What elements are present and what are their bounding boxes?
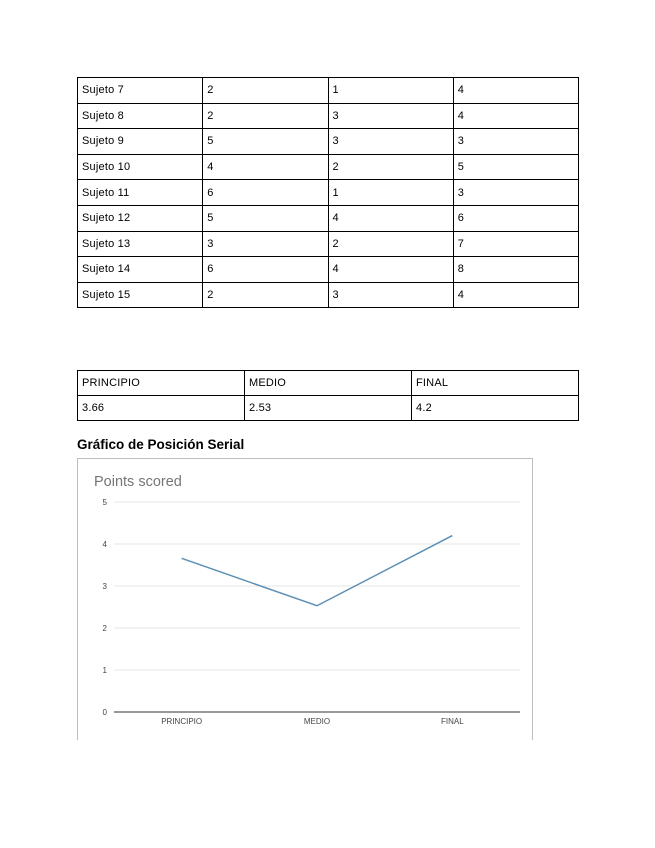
chart-x-ticks bbox=[161, 717, 464, 726]
table-row bbox=[78, 180, 579, 206]
table-row bbox=[78, 231, 579, 257]
x-tick-label: MEDIO bbox=[303, 717, 331, 726]
score-cell: 4 bbox=[328, 205, 453, 231]
subject-name-cell: Sujeto 14 bbox=[78, 257, 203, 283]
subject-name-cell: Sujeto 9 bbox=[78, 129, 203, 155]
table-row bbox=[78, 282, 579, 308]
score-cell: 5 bbox=[203, 205, 328, 231]
score-cell: 4 bbox=[203, 154, 328, 180]
x-tick-label: FINAL bbox=[440, 717, 464, 726]
score-cell: 3 bbox=[328, 103, 453, 129]
subject-name-cell: Sujeto 12 bbox=[78, 205, 203, 231]
subject-name-cell: Sujeto 8 bbox=[78, 103, 203, 129]
summary-header-cell: PRINCIPIO bbox=[78, 371, 245, 396]
chart-gridlines bbox=[114, 502, 520, 712]
summary-value-cell: 4.2 bbox=[412, 396, 579, 421]
subject-name-cell: Sujeto 10 bbox=[78, 154, 203, 180]
table-row bbox=[78, 205, 579, 231]
summary-header-cell: FINAL bbox=[412, 371, 579, 396]
y-tick-label: 5 bbox=[102, 498, 107, 507]
chart-canvas bbox=[78, 459, 533, 740]
score-cell: 5 bbox=[203, 129, 328, 155]
y-tick-label: 3 bbox=[102, 582, 107, 591]
score-cell: 2 bbox=[203, 103, 328, 129]
y-tick-label: 1 bbox=[102, 666, 107, 675]
chart-series bbox=[182, 536, 453, 606]
summary-header-row bbox=[78, 371, 579, 396]
score-cell: 4 bbox=[328, 257, 453, 283]
score-cell: 3 bbox=[453, 180, 578, 206]
score-cell: 6 bbox=[203, 180, 328, 206]
summary-values-row bbox=[78, 396, 579, 421]
x-tick-label: PRINCIPIO bbox=[161, 717, 203, 726]
score-cell: 2 bbox=[328, 231, 453, 257]
y-tick-label: 4 bbox=[102, 540, 107, 549]
score-cell: 2 bbox=[203, 78, 328, 104]
table-row bbox=[78, 154, 579, 180]
summary-value-cell: 2.53 bbox=[245, 396, 412, 421]
summary-value-cell: 3.66 bbox=[78, 396, 245, 421]
score-cell: 3 bbox=[203, 231, 328, 257]
subjects-table bbox=[77, 77, 579, 308]
score-cell: 6 bbox=[203, 257, 328, 283]
score-cell: 7 bbox=[453, 231, 578, 257]
score-cell: 4 bbox=[453, 103, 578, 129]
score-cell: 3 bbox=[453, 129, 578, 155]
subject-name-cell: Sujeto 15 bbox=[78, 282, 203, 308]
score-cell: 4 bbox=[453, 78, 578, 104]
score-cell: 6 bbox=[453, 205, 578, 231]
table-row bbox=[78, 129, 579, 155]
chart-y-ticks bbox=[103, 498, 108, 717]
subject-name-cell: Sujeto 7 bbox=[78, 78, 203, 104]
summary-header-cell: MEDIO bbox=[245, 371, 412, 396]
subject-name-cell: Sujeto 11 bbox=[78, 180, 203, 206]
table-row bbox=[78, 103, 579, 129]
section-title: Gráfico de Posición Serial bbox=[77, 437, 245, 452]
score-cell: 8 bbox=[453, 257, 578, 283]
serial-position-chart bbox=[77, 458, 533, 740]
table-row bbox=[78, 257, 579, 283]
score-cell: 1 bbox=[328, 78, 453, 104]
y-tick-label: 2 bbox=[102, 624, 107, 633]
score-cell: 1 bbox=[328, 180, 453, 206]
series-line bbox=[182, 536, 453, 606]
score-cell: 2 bbox=[328, 154, 453, 180]
y-tick-label: 0 bbox=[102, 708, 107, 717]
summary-table bbox=[77, 370, 579, 421]
score-cell: 4 bbox=[453, 282, 578, 308]
table-row bbox=[78, 78, 579, 104]
score-cell: 2 bbox=[203, 282, 328, 308]
chart-title: Points scored bbox=[94, 474, 182, 490]
score-cell: 3 bbox=[328, 282, 453, 308]
score-cell: 3 bbox=[328, 129, 453, 155]
score-cell: 5 bbox=[453, 154, 578, 180]
subject-name-cell: Sujeto 13 bbox=[78, 231, 203, 257]
